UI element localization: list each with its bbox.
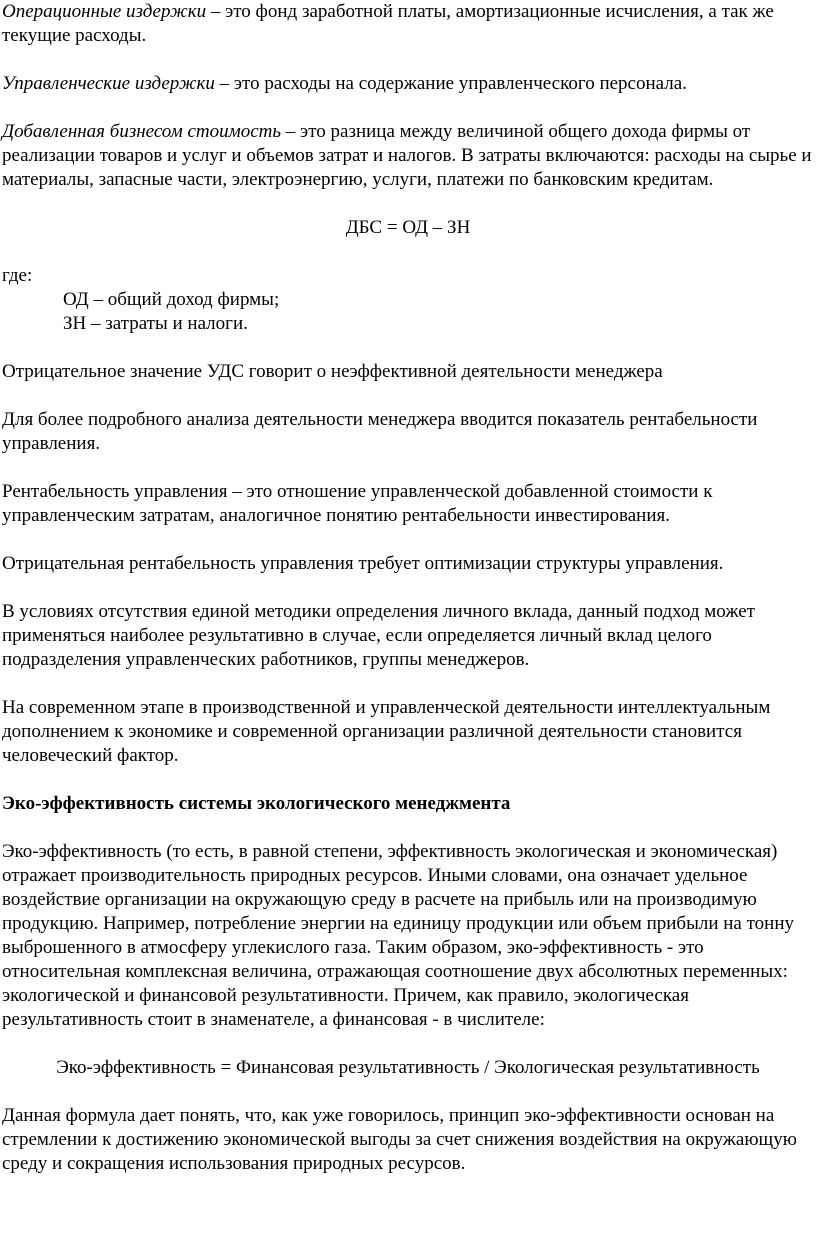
spacer — [2, 240, 814, 264]
definition-od: ОД – общий доход фирмы; — [63, 289, 280, 310]
definition-operational-costs: – это фонд заработной платы, амортизационные исчисления, а так же текущие расходы. — [2, 1, 774, 46]
spacer — [2, 96, 814, 120]
spacer — [2, 456, 814, 480]
paragraph-eco-efficiency: Эко-эффективность (то есть, в равной степени, эффективность экологическая и экономическая) отражает производительность природных ресурсов. Иными словами, она означает удельное воздействие организации на окружающую среду в расчете на прибыль или на производимую продукцию. Например, потребление энергии на единицу продукции или объем прибыли на тонну выброшенного в атмосферу углекислого газа. Таким образом, эко-эффективность - это относительная комплексная величина, отражающая соотношение двух абсолютных переменных: экологической и финансовой результативности. Причем, как правило, экологическая результативность стоит в знаменателе, а финансовая - в числителе: — [2, 841, 794, 1030]
paragraph-profitability: Рентабельность управления – это отношение управленческой добавленной стоимости к управленческим затратам, аналогичное понятию рентабельности инвестирования. — [2, 481, 713, 526]
spacer — [2, 192, 814, 216]
spacer — [2, 816, 814, 840]
spacer — [2, 576, 814, 600]
spacer — [2, 1080, 814, 1104]
paragraph-management-costs — [2, 72, 814, 96]
definition-value-added: – это разница между величиной общего дохода фирмы от реализации товаров и услуг и объемов затрат и налогов. В затраты включаются: расходы на сырье и материалы, запасные части, электроэнергию, услуги, платежи по банковским кредитам. — [2, 121, 812, 190]
paragraph-human-factor: На современном этапе в производственной и управленческой деятельности интеллектуальным дополнением к экономике и современной организации различной деятельности становится человеческий фактор. — [2, 697, 771, 766]
section-heading-text: Эко-эффективность системы экологического менеджмента — [2, 793, 511, 814]
spacer — [2, 48, 814, 72]
paragraph-negative-uds: Отрицательное значение УДС говорит о неэффективной деятельности менеджера — [2, 361, 663, 382]
paragraph-personal-contribution: В условиях отсутствия единой методики определения личного вклада, данный подход может применяться наиболее результативно в случае, если определяется личный вклад целого подразделения управленческих работников, группы менеджеров. — [2, 601, 755, 670]
definition-management-costs: – это расходы на содержание управленческого персонала. — [214, 73, 687, 94]
paragraph-analysis: Для более подробного анализа деятельности менеджера вводится показатель рентабельности управления. — [2, 409, 758, 454]
where-label: где: — [2, 265, 33, 286]
section-heading — [2, 792, 814, 816]
paragraph-value-added — [2, 120, 814, 192]
term-value-added: Добавленная бизнесом стоимость — [2, 121, 282, 142]
paragraph-operational-costs — [2, 0, 814, 48]
spacer — [2, 672, 814, 696]
paragraph-negative-profitability: Отрицательная рентабельность управления требует оптимизации структуры управления. — [2, 553, 724, 574]
formula-eco-efficiency: Эко-эффективность = Финансовая результативность / Экологическая результативность — [56, 1057, 760, 1078]
spacer — [2, 768, 814, 792]
spacer — [2, 528, 814, 552]
spacer — [2, 384, 814, 408]
term-operational-costs: Операционные издержки — [2, 1, 207, 22]
formula-dbs: ДБС = ОД – ЗН — [345, 217, 471, 238]
definition-zn: ЗН – затраты и налоги. — [63, 313, 248, 334]
spacer — [2, 1032, 814, 1056]
paragraph-formula-meaning: Данная формула дает понять, что, как уже говорилось, принцип эко-эффективности основан на стремлении к достижению экономической выгоды за счет снижения воздействия на окружающую среду и сокращения использования природных ресурсов. — [2, 1105, 797, 1174]
spacer — [2, 336, 814, 360]
term-management-costs: Управленческие издержки — [2, 73, 215, 94]
